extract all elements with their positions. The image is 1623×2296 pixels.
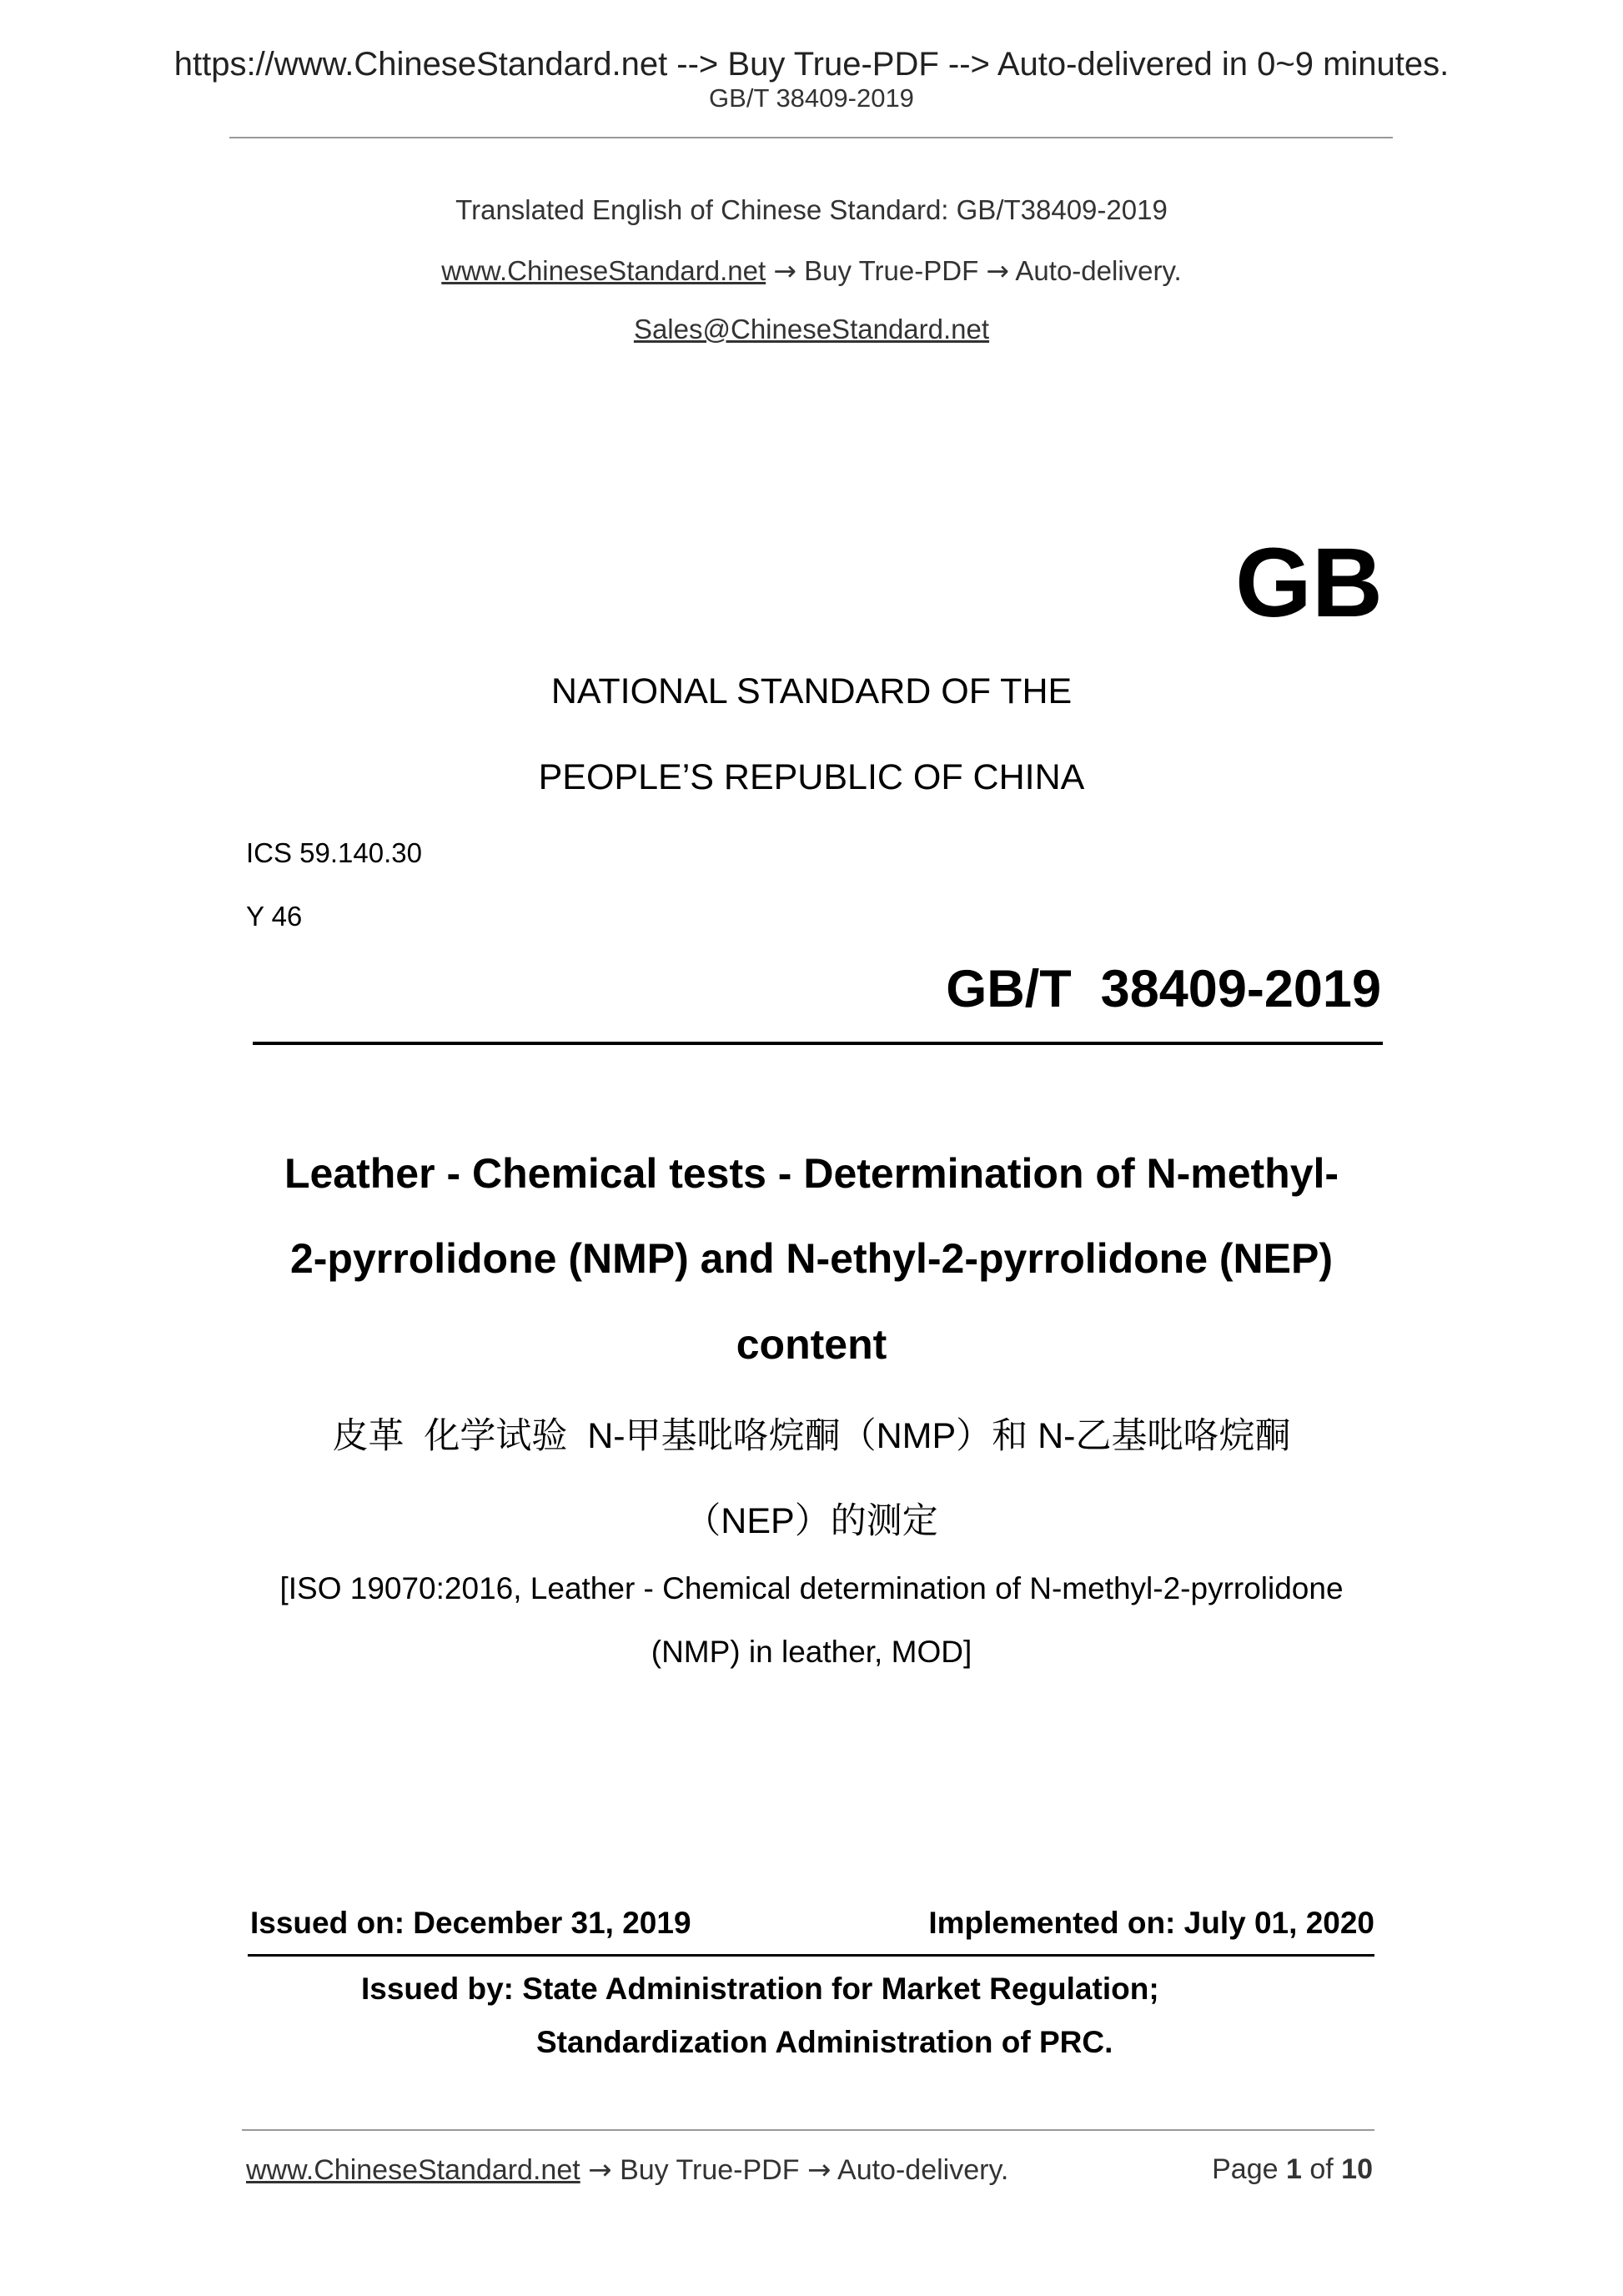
national-standard-line2: PEOPLE’S REPUBLIC OF CHINA bbox=[538, 757, 1085, 797]
of-word: of bbox=[1309, 2153, 1334, 2185]
issued-on-date: Issued on: December 31, 2019 bbox=[250, 1906, 691, 1940]
title-cn-line1: 皮革 化学试验 N-甲基吡咯烷酮（NMP）和 N-乙基吡咯烷酮 bbox=[332, 1416, 1291, 1456]
standard-number: GB/T 38409-2019 bbox=[946, 960, 1381, 1018]
buy-text: Buy True-PDF bbox=[804, 255, 979, 286]
footer-divider bbox=[242, 2129, 1374, 2131]
ics-code: ICS 59.140.30 bbox=[246, 837, 422, 868]
title-cn-line2: （NEP）的测定 bbox=[685, 1501, 938, 1541]
title-en-line2: 2-pyrrolidone (NMP) and N-ethyl-2-pyrrolidone (NEP) bbox=[289, 1235, 1334, 1282]
iso-reference-line2: (NMP) in leather, MOD] bbox=[651, 1635, 972, 1669]
title-en-line3: content bbox=[736, 1321, 887, 1368]
national-standard-line1: NATIONAL STANDARD OF THE bbox=[550, 671, 1073, 711]
page-total: 10 bbox=[1341, 2153, 1373, 2185]
footer-buy-text: Buy True-PDF bbox=[620, 2154, 800, 2186]
translated-buy-line bbox=[0, 254, 1623, 287]
implemented-on-date: Implemented on: July 01, 2020 bbox=[928, 1906, 1374, 1940]
top-url-banner: https://www.ChineseStandard.net --> Buy True-PDF --> Auto-delivered in 0~9 minutes. bbox=[173, 46, 1450, 83]
site-link[interactable]: www.ChineseStandard.net bbox=[441, 255, 766, 286]
arrow-right-icon: → bbox=[986, 254, 1010, 287]
dates-divider bbox=[248, 1954, 1374, 1957]
header-standard-code: GB/T 38409-2019 bbox=[709, 83, 914, 113]
auto-delivery-text: Auto-delivery. bbox=[1015, 255, 1182, 286]
page-word: Page bbox=[1212, 2153, 1279, 2185]
footer-site-link[interactable]: www.ChineseStandard.net bbox=[246, 2154, 580, 2186]
issued-by-line2: Standardization Administration of PRC. bbox=[536, 2025, 1113, 2059]
footer-buy-line bbox=[246, 2153, 1008, 2187]
arrow-right-icon: → bbox=[588, 2153, 612, 2187]
ccs-code: Y 46 bbox=[246, 901, 303, 932]
arrow-right-icon: → bbox=[806, 2153, 832, 2187]
title-en-line1: Leather - Chemical tests - Determination of N-methyl- bbox=[284, 1150, 1339, 1197]
issued-by-line1: Issued by: State Administration for Market Regulation; bbox=[361, 1972, 1159, 2006]
arrow-right-icon: → bbox=[773, 254, 796, 287]
page-indicator bbox=[1212, 2153, 1373, 2186]
sales-email-link[interactable]: Sales@ChineseStandard.net bbox=[633, 314, 990, 344]
header-divider bbox=[229, 137, 1393, 138]
iso-reference-line1: [ISO 19070:2016, Leather - Chemical determination of N-methyl-2-pyrrolidone bbox=[279, 1571, 1344, 1605]
gb-logo: GB bbox=[1235, 528, 1383, 638]
title-divider bbox=[253, 1042, 1383, 1045]
page-number: 1 bbox=[1285, 2153, 1302, 2185]
translated-line: Translated English of Chinese Standard: GB/T38409-2019 bbox=[455, 194, 1168, 225]
footer-auto-delivery-text: Auto-delivery. bbox=[837, 2154, 1009, 2186]
